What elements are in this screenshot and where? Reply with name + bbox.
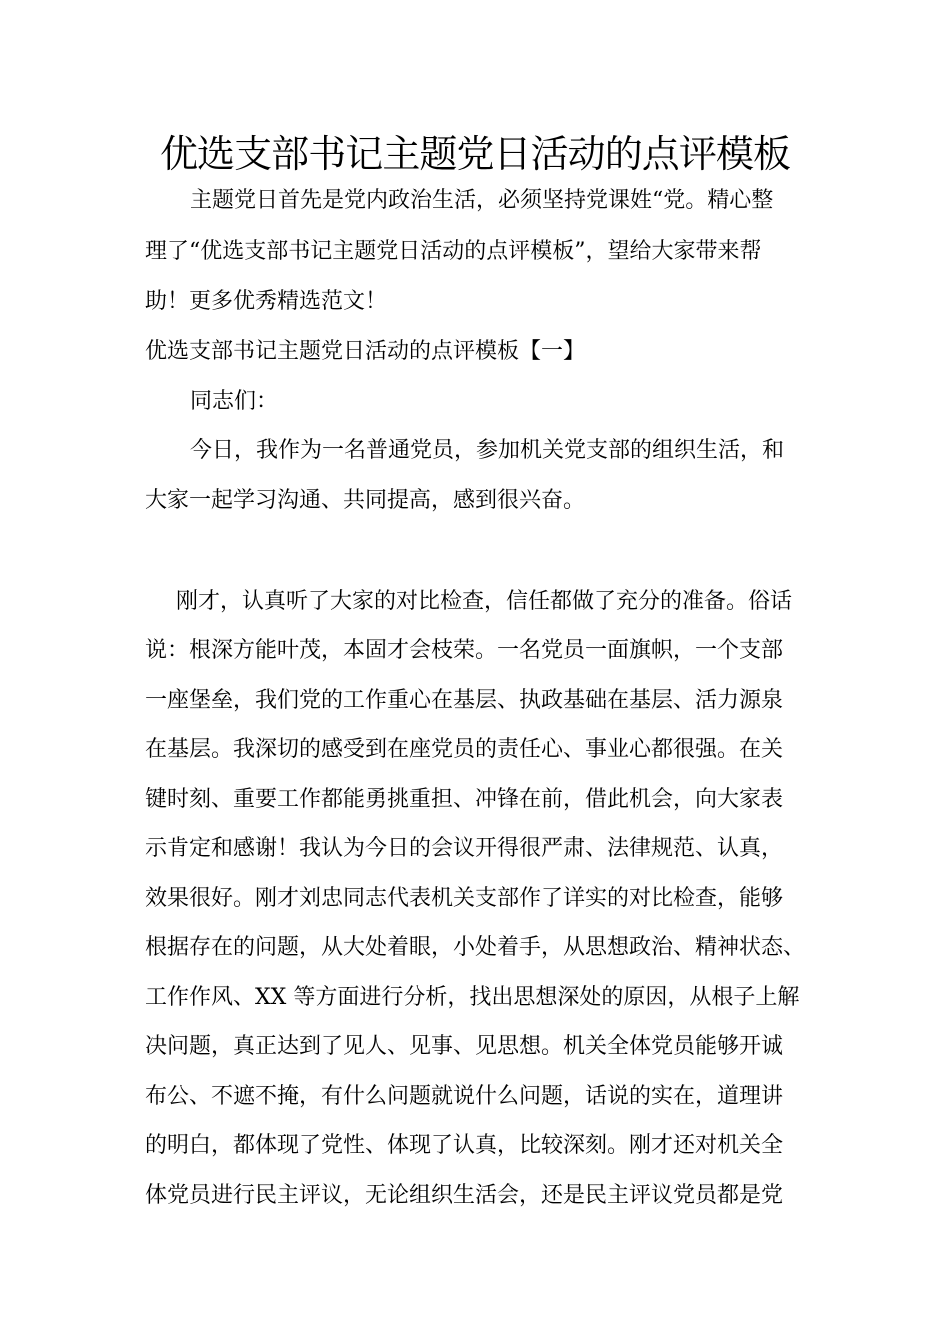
intro-line: 理了“优选支部书记主题党日活动的点评模板”，望给大家带来帮 [145,239,762,264]
salutation: 同志们： [190,389,279,414]
paragraph-line: 在基层。我深切的感受到在座党员的责任心、事业心都很强。在关 [145,737,784,762]
paragraph-line: 布公、不遮不掩，有什么问题就说什么问题，话说的实在，道理讲 [145,1084,784,1109]
paragraph-line: 决问题，真正达到了见人、见事、见思想。机关全体党员能够开诚 [145,1034,784,1059]
paragraph-line: 示肯定和感谢！我认为今日的会议开得很严肃、法律规范、认真， [145,836,784,861]
intro-line: 助！更多优秀精选范文！ [145,289,388,314]
document-title: 优选支部书记主题党日活动的点评模板 [159,132,791,176]
paragraph-line: 刚才，认真听了大家的对比检查，信任都做了充分的准备。俗话 [176,589,793,614]
intro-line: 主题党日首先是党内政治生活，必须坚持党课姓“党。精心整 [190,188,774,213]
paragraph-line: 说：根深方能叶茂，本固才会枝荣。一名党员一面旗帜，一个支部 [145,638,784,663]
paragraph-line: 效果很好。刚才刘忠同志代表机关支部作了详实的对比检查，能够 [145,886,784,911]
paragraph-line: 键时刻、重要工作都能勇挑重担、冲锋在前，借此机会，向大家表 [145,787,784,812]
paragraph-line: 大家一起学习沟通、共同提高，感到很兴奋。 [145,488,586,513]
paragraph-line: 今日，我作为一名普通党员，参加机关党支部的组织生活，和 [190,438,785,463]
paragraph-line: 根据存在的问题，从大处着眼，小处着手，从思想政治、精神状态、 [145,935,806,960]
paragraph-line: 体党员进行民主评议，无论组织生活会，还是民主评议党员都是党 [145,1183,784,1208]
section-heading: 优选支部书记主题党日活动的点评模板【一】 [145,339,586,364]
paragraph-line: 的明白，都体现了党性、体现了认真，比较深刻。刚才还对机关全 [145,1133,784,1158]
paragraph-line: 工作作风、XX 等方面进行分析，找出思想深处的原因，从根子上解 [145,985,800,1010]
paragraph-line: 一座堡垒，我们党的工作重心在基层、执政基础在基层、活力源泉 [145,688,784,713]
